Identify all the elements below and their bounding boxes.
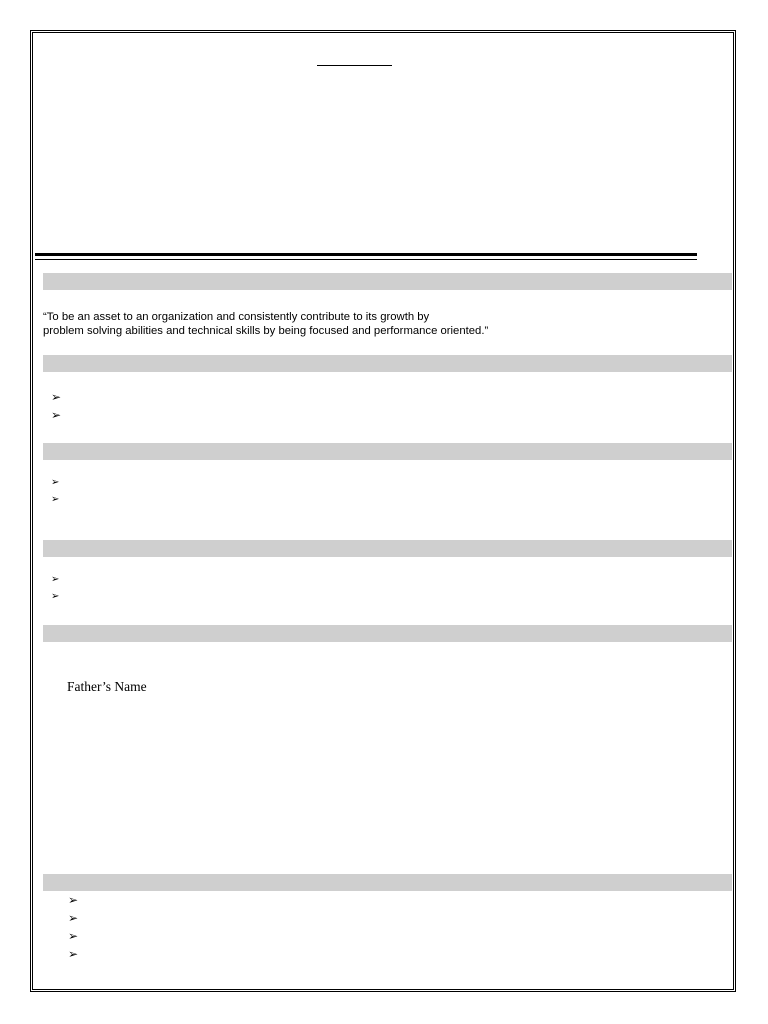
objective-line-2: problem solving abilities and technical skills by being focused and performance oriented.”	[43, 325, 489, 337]
fathers-name-label: Father’s Name	[67, 679, 147, 694]
arrowhead-bullet-icon: ➢	[51, 477, 60, 488]
arrowhead-bullet-icon: ➢	[68, 911, 79, 925]
arrowhead-bullet-icon: ➢	[51, 390, 62, 404]
section-band-personal	[43, 625, 732, 642]
arrowhead-bullet-icon: ➢	[51, 408, 62, 422]
arrowhead-bullet-icon: ➢	[68, 947, 79, 961]
section-band-objective	[43, 273, 732, 290]
arrowhead-bullet-icon: ➢	[68, 893, 79, 907]
arrowhead-bullet-icon: ➢	[51, 494, 60, 505]
objective-text	[43, 310, 723, 338]
section-band-final	[43, 874, 732, 891]
section-band-2	[43, 355, 732, 372]
page-border	[30, 30, 736, 992]
section-band-4	[43, 540, 732, 557]
objective-line-1: “To be an asset to an organization and consistently contribute to its growth by	[43, 311, 430, 323]
arrowhead-bullet-icon: ➢	[51, 574, 60, 585]
section-band-3	[43, 443, 732, 460]
arrowhead-bullet-icon: ➢	[68, 929, 79, 943]
header-divider	[35, 253, 697, 260]
title-underline	[317, 65, 392, 66]
arrowhead-bullet-icon: ➢	[51, 591, 60, 602]
